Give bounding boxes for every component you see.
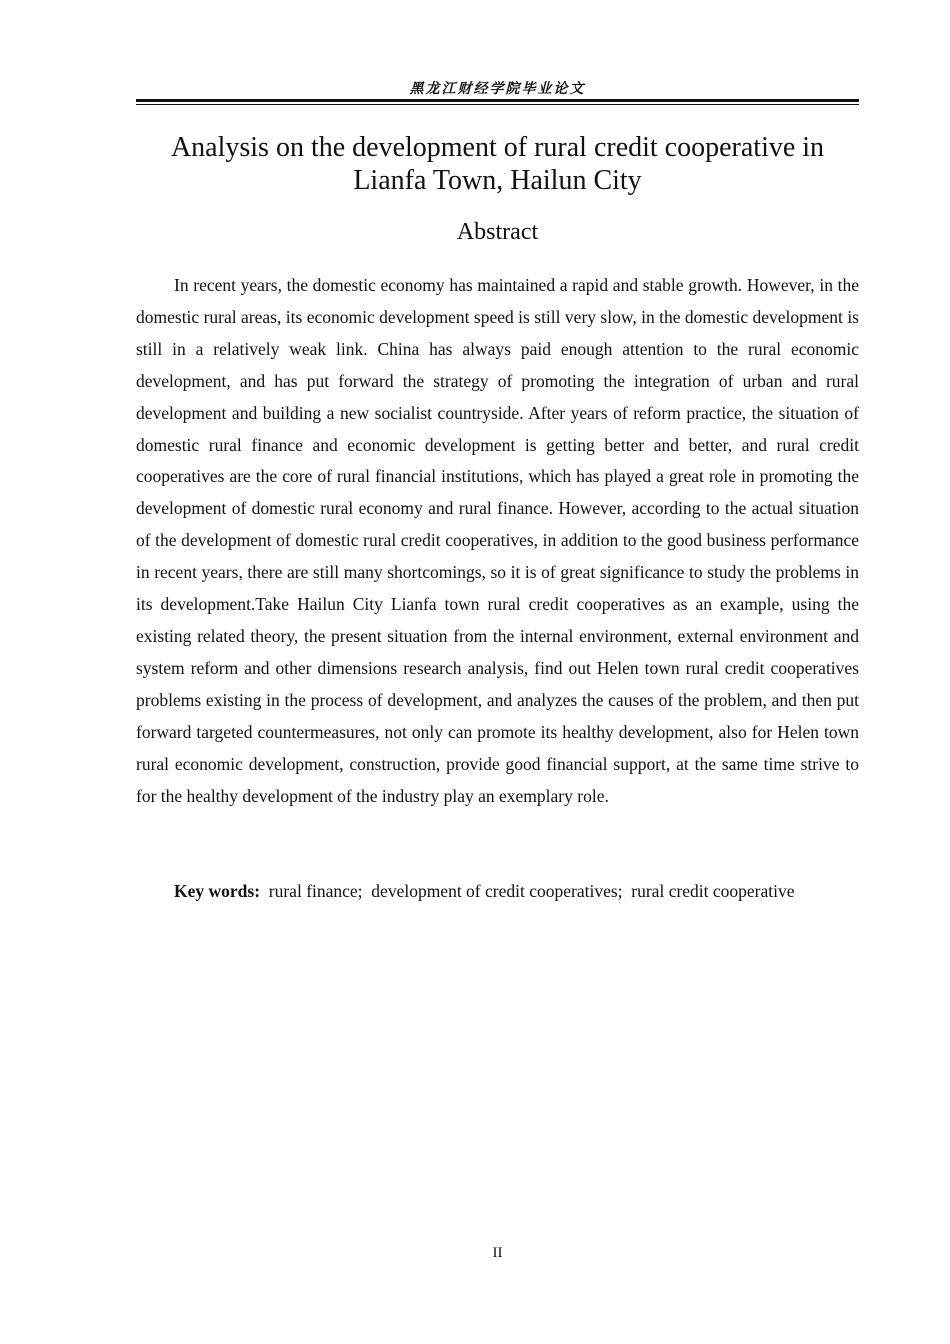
keywords-label: Key words: [174, 881, 261, 901]
page-number: II [492, 1245, 503, 1261]
keywords-line [136, 876, 876, 908]
abstract-heading: Abstract [456, 219, 539, 245]
document-title: Analysis on the development of rural credit cooperative in Lianfa Town, Hailun City [170, 132, 825, 196]
abstract-body: In recent years, the domestic economy has maintained a rapid and stable growth. However, in the domestic rural areas, its economic development speed is still very slow, in the domestic development is still in a relatively weak link. China has always paid enough attention to the rural economic development, and has put forward the strategy of promoting the integration of urban and rural development and building a new socialist countryside. After years of reform practice, the situation of domestic rural finance and economic development is getting better and better, and rural credit cooperatives are the core of rural financial institutions, which has played a great role in promoting the development of domestic rural economy and rural finance. However, according to the actual situation of the development of domestic rural credit cooperatives, in addition to the good business performance in recent years, there are still many shortcomings, so it is of great significance to study the problems in its development.Take Hailun City Lianfa town rural credit cooperatives as an example, using the existing related theory, the present situation from the internal environment, external environment and system reform and other dimensions research analysis, find out Helen town rural credit cooperatives problems existing in the process of development, and analyzes the causes of the problem, and then put forward targeted countermeasures, not only can promote its healthy development, also for Helen town rural economic development, construction, provide good financial support, at the same time strive to for the healthy development of the industry play an exemplary role. [136, 275, 859, 806]
header-double-rule [136, 99, 859, 105]
keyword-item: development of credit cooperatives; [371, 881, 623, 901]
keyword-item: rural finance; [268, 881, 363, 901]
running-header: 黑龙江财经学院毕业论文 [409, 81, 586, 97]
keyword-item: rural credit cooperative [631, 881, 795, 901]
